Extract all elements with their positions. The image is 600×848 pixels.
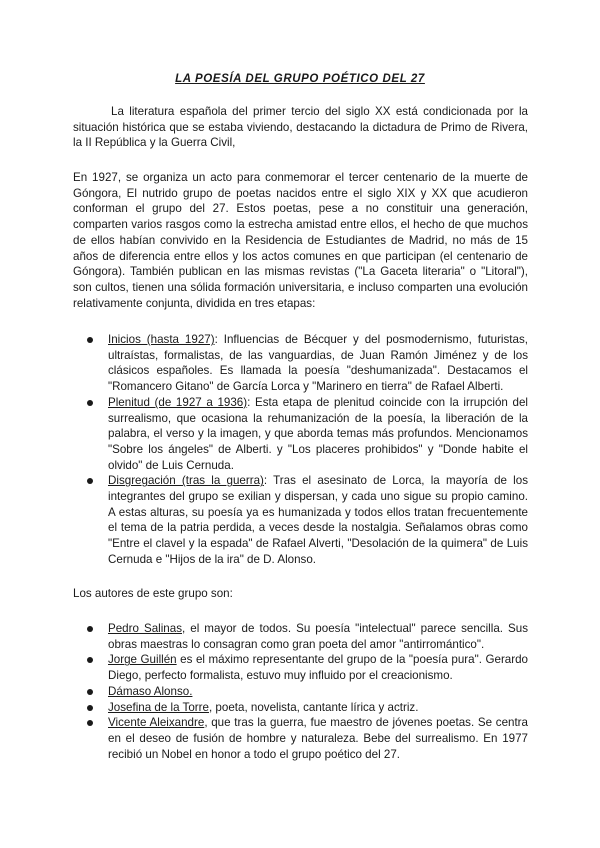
stages-list	[73, 332, 528, 568]
stage-label: Inicios (hasta 1927)	[108, 333, 215, 346]
list-item	[73, 395, 528, 474]
bullet-icon	[87, 478, 93, 484]
document-title: LA POESÍA DEL GRUPO POÉTICO DEL 27	[175, 73, 425, 85]
bullet-icon	[87, 337, 93, 343]
bullet-icon	[87, 720, 93, 726]
bullet-icon	[87, 626, 93, 632]
stage-text: : Influencias de Bécquer y del posmodernismo, futuristas, ultraístas, formalistas, de las vanguardias, de Juan Ramón Jiménez y de los clásicos españoles. Es llamada la poesía "deshumanizada". Destacamos el "Romancero Gitano" de García Lorca y "Marinero en tierra" de Rafael Alberti.	[108, 333, 528, 394]
stage-text: : Esta etapa de plenitud coincide con la irrupción del surrealismo, que ocasiona la rehumanización de la poesía, la liberación de la palabra, el verso y la imagen, y que aborda temas más profundos. Mencionamos "Sobre los ángeles" de Alberti. y "Los placeres prohibidos" y "Donde habite el olvido" de Luis Cernuda.	[108, 395, 528, 472]
bullet-icon	[87, 657, 93, 663]
list-item	[73, 621, 528, 652]
list-item	[73, 715, 528, 762]
author-name: Vicente Aleixandre	[108, 716, 205, 730]
list-item	[73, 700, 528, 716]
stage-text: : Tras el asesinato de Lorca, la mayoría de los integrantes del grupo se exilian y dispersan, y cada uno sigue su propio camino. A estas alturas, su poesía ya es humanizada y todos ellos tratan frecuentemente el tema de la patria perdida, a veces desde la nostalgia. Señalamos obras como "Entre el clavel y la espada" de Rafael Alverti, "Desolación de la quimera" de Luis Cernuda e "Hijos de la ira" de D. Alonso.	[108, 474, 528, 566]
author-text: es el máximo representante del grupo de la "poesía pura". Gerardo Diego, perfecto formalista, estuvo muy influido por el creacionismo.	[108, 653, 529, 683]
author-text: , que tras la guerra, fue maestro de jóvenes poetas. Se centra en el deseo de fusión de hombre y naturaleza. Bebe del surrealismo. En 1977 recibió un Nobel en honor a todo el grupo poético del 27.	[108, 716, 528, 761]
author-name: Pedro Salinas	[108, 622, 182, 635]
author-name: Dámaso Alonso.	[108, 684, 193, 698]
context-paragraph: En 1927, se organiza un acto para conmemorar el tercer centenario de la muerte de Góngora, El nutrido grupo de poetas nacidos entre el siglo XIX y XX que acudieron conforman el grupo del 27. Estos poetas, pese a no constituir una generación, comparten varios rasgos como la estrecha amistad entre ellos, el hecho de que muchos de ellos habían convivido en la Residencia de Estudiantes de Madrid, no más de 15 años de diferencia entre ellos y los actos comunes en que participan (el centenario de Góngora). También publican en las mismas revistas ("La Gaceta literaria" o "Litoral"), son cultos, tienen una sólida formación universitaria, e incluso comparten una evolución relativamente conjunta, dividida en tres etapas:	[73, 171, 528, 310]
bullet-icon	[87, 689, 93, 695]
bullet-icon	[87, 400, 93, 406]
intro-paragraph: La literatura española del primer tercio del siglo XX está condicionada por la situación histórica que se estaba viviendo, destacando la dictadura de Primo de Rivera, la II República y la Guerra Civil,	[73, 105, 528, 150]
list-item	[73, 684, 528, 700]
stage-label: Plenitud (de 1927 a 1936)	[108, 395, 248, 409]
author-name: Josefina de la Torre	[108, 700, 209, 714]
author-name: Jorge Guillén	[108, 653, 177, 667]
authors-intro: Los autores de este grupo son:	[73, 587, 233, 600]
authors-list	[73, 621, 528, 762]
bullet-icon	[87, 705, 93, 711]
list-item	[73, 332, 528, 395]
author-text: , el mayor de todos. Su poesía "intelectual" parece sencilla. Sus obras maestras lo consagran como gran poeta del amor "antirromántico".	[108, 622, 528, 651]
list-item	[73, 473, 528, 567]
stage-label: Disgregación (tras la guerra)	[108, 474, 264, 488]
list-item	[73, 652, 528, 683]
author-text: , poeta, novelista, cantante lírica y actriz.	[208, 700, 419, 714]
